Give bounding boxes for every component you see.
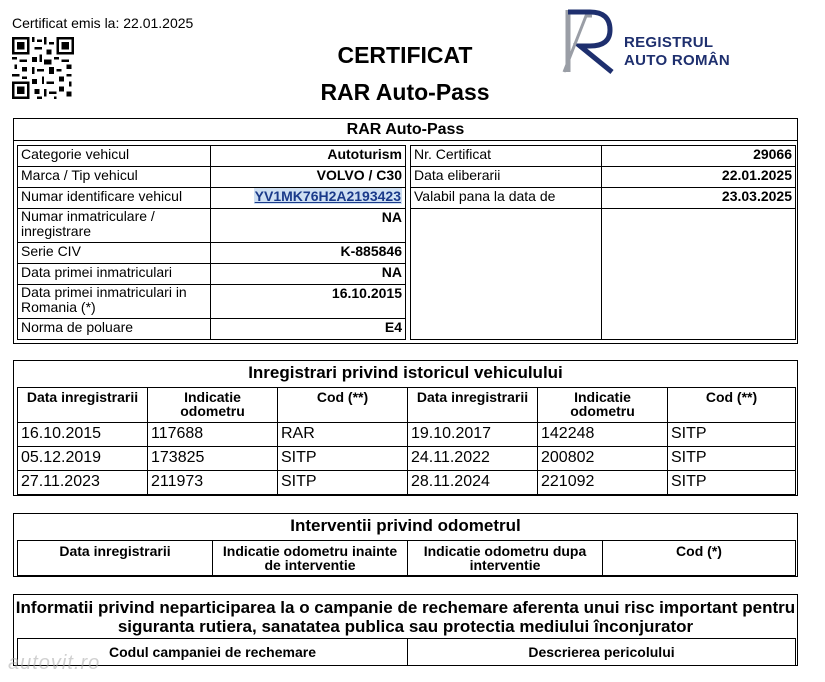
interventions-table <box>17 540 796 576</box>
row-label: Numar identificare vehicul <box>18 188 211 209</box>
row-label: Valabil pana la data de <box>411 188 602 209</box>
row-value: E4 <box>211 319 406 340</box>
interventions-header: Data inregistrarii <box>18 541 213 576</box>
history-cell: SITP <box>668 447 796 471</box>
row-value: Autoturism <box>211 146 406 167</box>
history-cell: SITP <box>278 447 408 471</box>
row-value: NA <box>211 264 406 285</box>
vehicle-info-section <box>13 118 798 344</box>
row-label: Norma de poluare <box>18 319 211 340</box>
history-header: Data inregistrarii <box>408 388 538 423</box>
table-row <box>18 471 796 495</box>
history-cell: 05.12.2019 <box>18 447 148 471</box>
recall-section-title: Informatii privind neparticiparea la o campanie de rechemare aferenta unui risc important pentru siguranta rutiera, sanatatea publica sau protectia mediului înconjurator <box>15 598 796 636</box>
recall-header: Descrierea pericolului <box>408 639 796 666</box>
interventions-header: Cod (*) <box>603 541 796 576</box>
history-section-title: Inregistrari privind istoricul vehiculului <box>248 363 563 382</box>
recall-header: Codul campaniei de rechemare <box>18 639 408 666</box>
history-cell: SITP <box>668 471 796 495</box>
row-label: Categorie vehicul <box>18 146 211 167</box>
row-value: 23.03.2025 <box>602 188 796 209</box>
history-header: Indicatie odometru <box>538 388 668 423</box>
history-cell: 200802 <box>538 447 668 471</box>
certificate-title: CERTIFICAT <box>337 42 473 68</box>
recall-section <box>13 594 798 666</box>
empty-cell <box>411 209 602 340</box>
qr-code-icon <box>12 37 74 99</box>
recall-table <box>17 638 796 666</box>
history-cell: 19.10.2017 <box>408 423 538 447</box>
history-cell: 24.11.2022 <box>408 447 538 471</box>
history-cell: 211973 <box>148 471 278 495</box>
history-cell: 16.10.2015 <box>18 423 148 447</box>
history-cell: SITP <box>278 471 408 495</box>
history-cell: 28.11.2024 <box>408 471 538 495</box>
row-value: 22.01.2025 <box>602 167 796 188</box>
history-cell: SITP <box>668 423 796 447</box>
row-label: Serie CIV <box>18 243 211 264</box>
history-header: Cod (**) <box>278 388 408 423</box>
interventions-section-title: Interventii privind odometrul <box>290 516 521 535</box>
row-label: Data eliberarii <box>411 167 602 188</box>
row-value: NA <box>211 209 406 243</box>
empty-cell <box>602 209 796 340</box>
history-cell: 27.11.2023 <box>18 471 148 495</box>
history-header: Cod (**) <box>668 388 796 423</box>
row-value: VOLVO / C30 <box>211 167 406 188</box>
vin-value[interactable]: YV1MK76H2A2193423 <box>254 188 401 204</box>
watermark: autovit.ro <box>8 652 101 674</box>
interventions-header: Indicatie odometru inainte de interventie <box>213 541 408 576</box>
row-value <box>211 188 406 209</box>
row-label: Marca / Tip vehicul <box>18 167 211 188</box>
certificate-info-table <box>410 145 796 340</box>
vehicle-info-table <box>17 145 406 340</box>
row-label: Data primei inmatriculari in Romania (*) <box>18 285 211 319</box>
row-value: 29066 <box>602 146 796 167</box>
row-value: 16.10.2015 <box>211 285 406 319</box>
vehicle-section-title: RAR Auto-Pass <box>14 119 797 141</box>
row-label: Nr. Certificat <box>411 146 602 167</box>
history-cell: RAR <box>278 423 408 447</box>
table-row <box>18 447 796 471</box>
history-table <box>17 387 796 495</box>
history-cell: 173825 <box>148 447 278 471</box>
certificate-subtitle: RAR Auto-Pass <box>320 79 490 105</box>
table-row <box>18 423 796 447</box>
logo-line1: REGISTRUL <box>624 34 714 51</box>
row-label: Numar inmatriculare / inregistrare <box>18 209 211 243</box>
history-cell: 117688 <box>148 423 278 447</box>
interventions-header: Indicatie odometru dupa interventie <box>408 541 603 576</box>
issued-date: Certificat emis la: 22.01.2025 <box>12 15 194 31</box>
row-label: Data primei inmatriculari <box>18 264 211 285</box>
row-value: K-885846 <box>211 243 406 264</box>
interventions-section <box>13 513 798 577</box>
history-header: Data inregistrarii <box>18 388 148 423</box>
history-cell: 221092 <box>538 471 668 495</box>
history-section <box>13 360 798 496</box>
logo-text <box>624 34 730 70</box>
logo-line2: AUTO ROMÂN <box>624 52 731 69</box>
history-header: Indicatie odometru <box>148 388 278 423</box>
history-cell: 142248 <box>538 423 668 447</box>
